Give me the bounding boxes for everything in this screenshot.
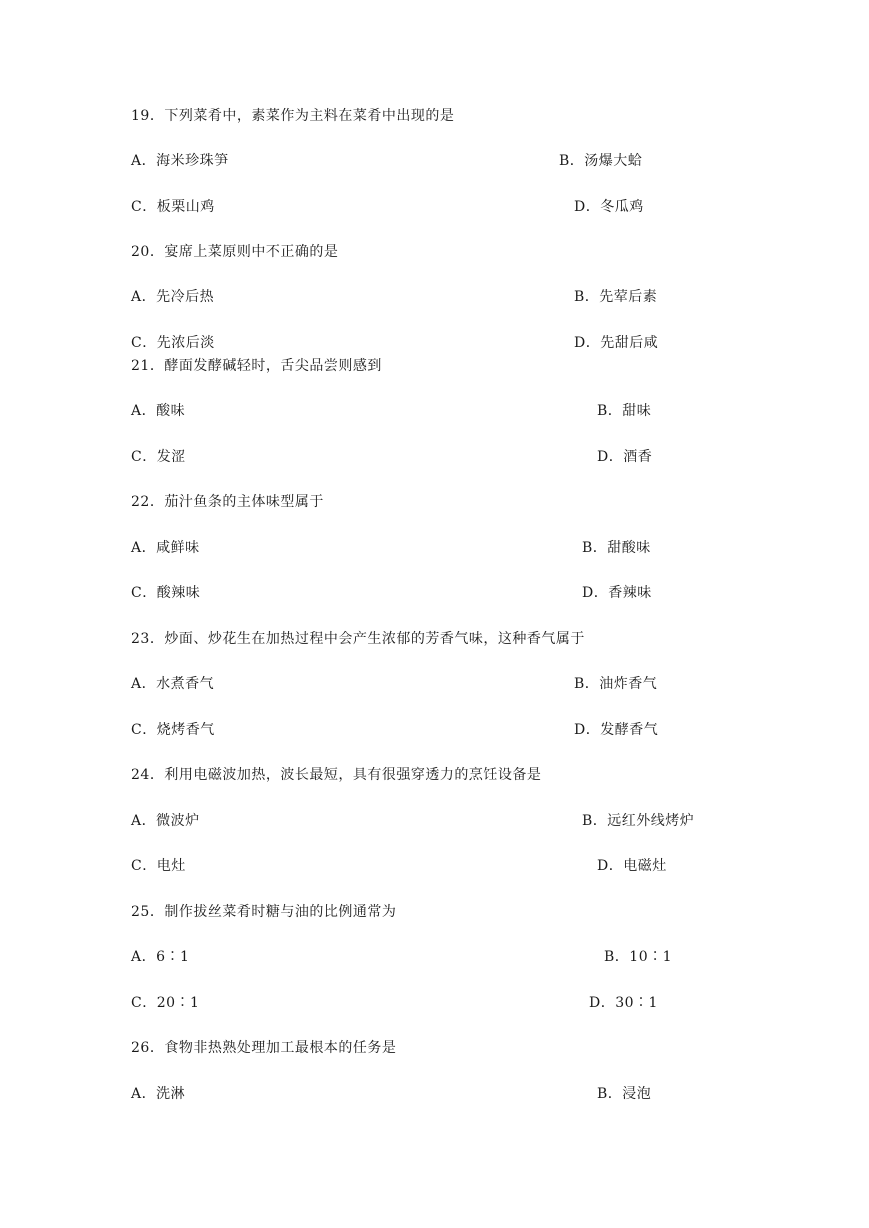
question-26-stem: 26．食物非热熟处理加工最根本的任务是 [131, 1040, 397, 1056]
question-24-option-b: B．远红外线烤炉 [582, 813, 695, 829]
question-25-option-d: D．30∶1 [589, 995, 658, 1011]
question-25-option-b: B．10∶1 [604, 949, 673, 965]
question-21-option-d: D．酒香 [597, 449, 653, 465]
question-26-option-b: B．浸泡 [597, 1086, 652, 1102]
question-19-stem: 19．下列菜肴中，素菜作为主料在菜肴中出现的是 [131, 108, 455, 124]
question-23-option-d: D．发酵香气 [574, 722, 659, 738]
question-22-option-b: B．甜酸味 [582, 540, 651, 556]
question-22-option-c: C．酸辣味 [131, 585, 201, 601]
question-20-option-b: B．先荤后素 [574, 289, 658, 305]
question-21-option-b: B．甜味 [597, 403, 652, 419]
question-19-option-b: B．汤爆大蛤 [559, 153, 643, 169]
question-22-option-a: A．咸鲜味 [131, 540, 200, 556]
question-25-option-c: C．20∶1 [131, 995, 200, 1011]
question-19-option-d: D．冬瓜鸡 [574, 199, 644, 215]
question-21-option-c: C．发涩 [131, 449, 186, 465]
question-24-option-a: A．微波炉 [131, 813, 200, 829]
question-20-option-d: D．先甜后咸 [574, 335, 659, 351]
question-24-option-d: D．电磁灶 [597, 858, 667, 874]
question-22-option-d: D．香辣味 [582, 585, 652, 601]
question-25-stem: 25．制作拔丝菜肴时糖与油的比例通常为 [131, 904, 397, 920]
question-21-stem: 21．酵面发酵碱轻时，舌尖品尝则感到 [131, 358, 382, 374]
question-23-stem: 23．炒面、炒花生在加热过程中会产生浓郁的芳香气味，这种香气属于 [131, 631, 585, 647]
question-21-option-a: A．酸味 [131, 403, 186, 419]
question-19-option-c: C．板栗山鸡 [131, 199, 215, 215]
question-22-stem: 22．茄汁鱼条的主体味型属于 [131, 494, 324, 510]
question-23-option-c: C．烧烤香气 [131, 722, 215, 738]
question-24-option-c: C．电灶 [131, 858, 186, 874]
question-23-option-b: B．油炸香气 [574, 676, 658, 692]
question-26-option-a: A．洗淋 [131, 1086, 186, 1102]
question-25-option-a: A．6∶1 [131, 949, 190, 965]
question-23-option-a: A．水煮香气 [131, 676, 215, 692]
question-20-stem: 20．宴席上菜原则中不正确的是 [131, 244, 339, 260]
question-20-option-c: C．先浓后淡 [131, 335, 215, 351]
question-20-option-a: A．先冷后热 [131, 289, 215, 305]
question-24-stem: 24．利用电磁波加热，波长最短，具有很强穿透力的烹饪设备是 [131, 767, 542, 783]
question-19-option-a: A．海米珍珠笋 [131, 153, 229, 169]
